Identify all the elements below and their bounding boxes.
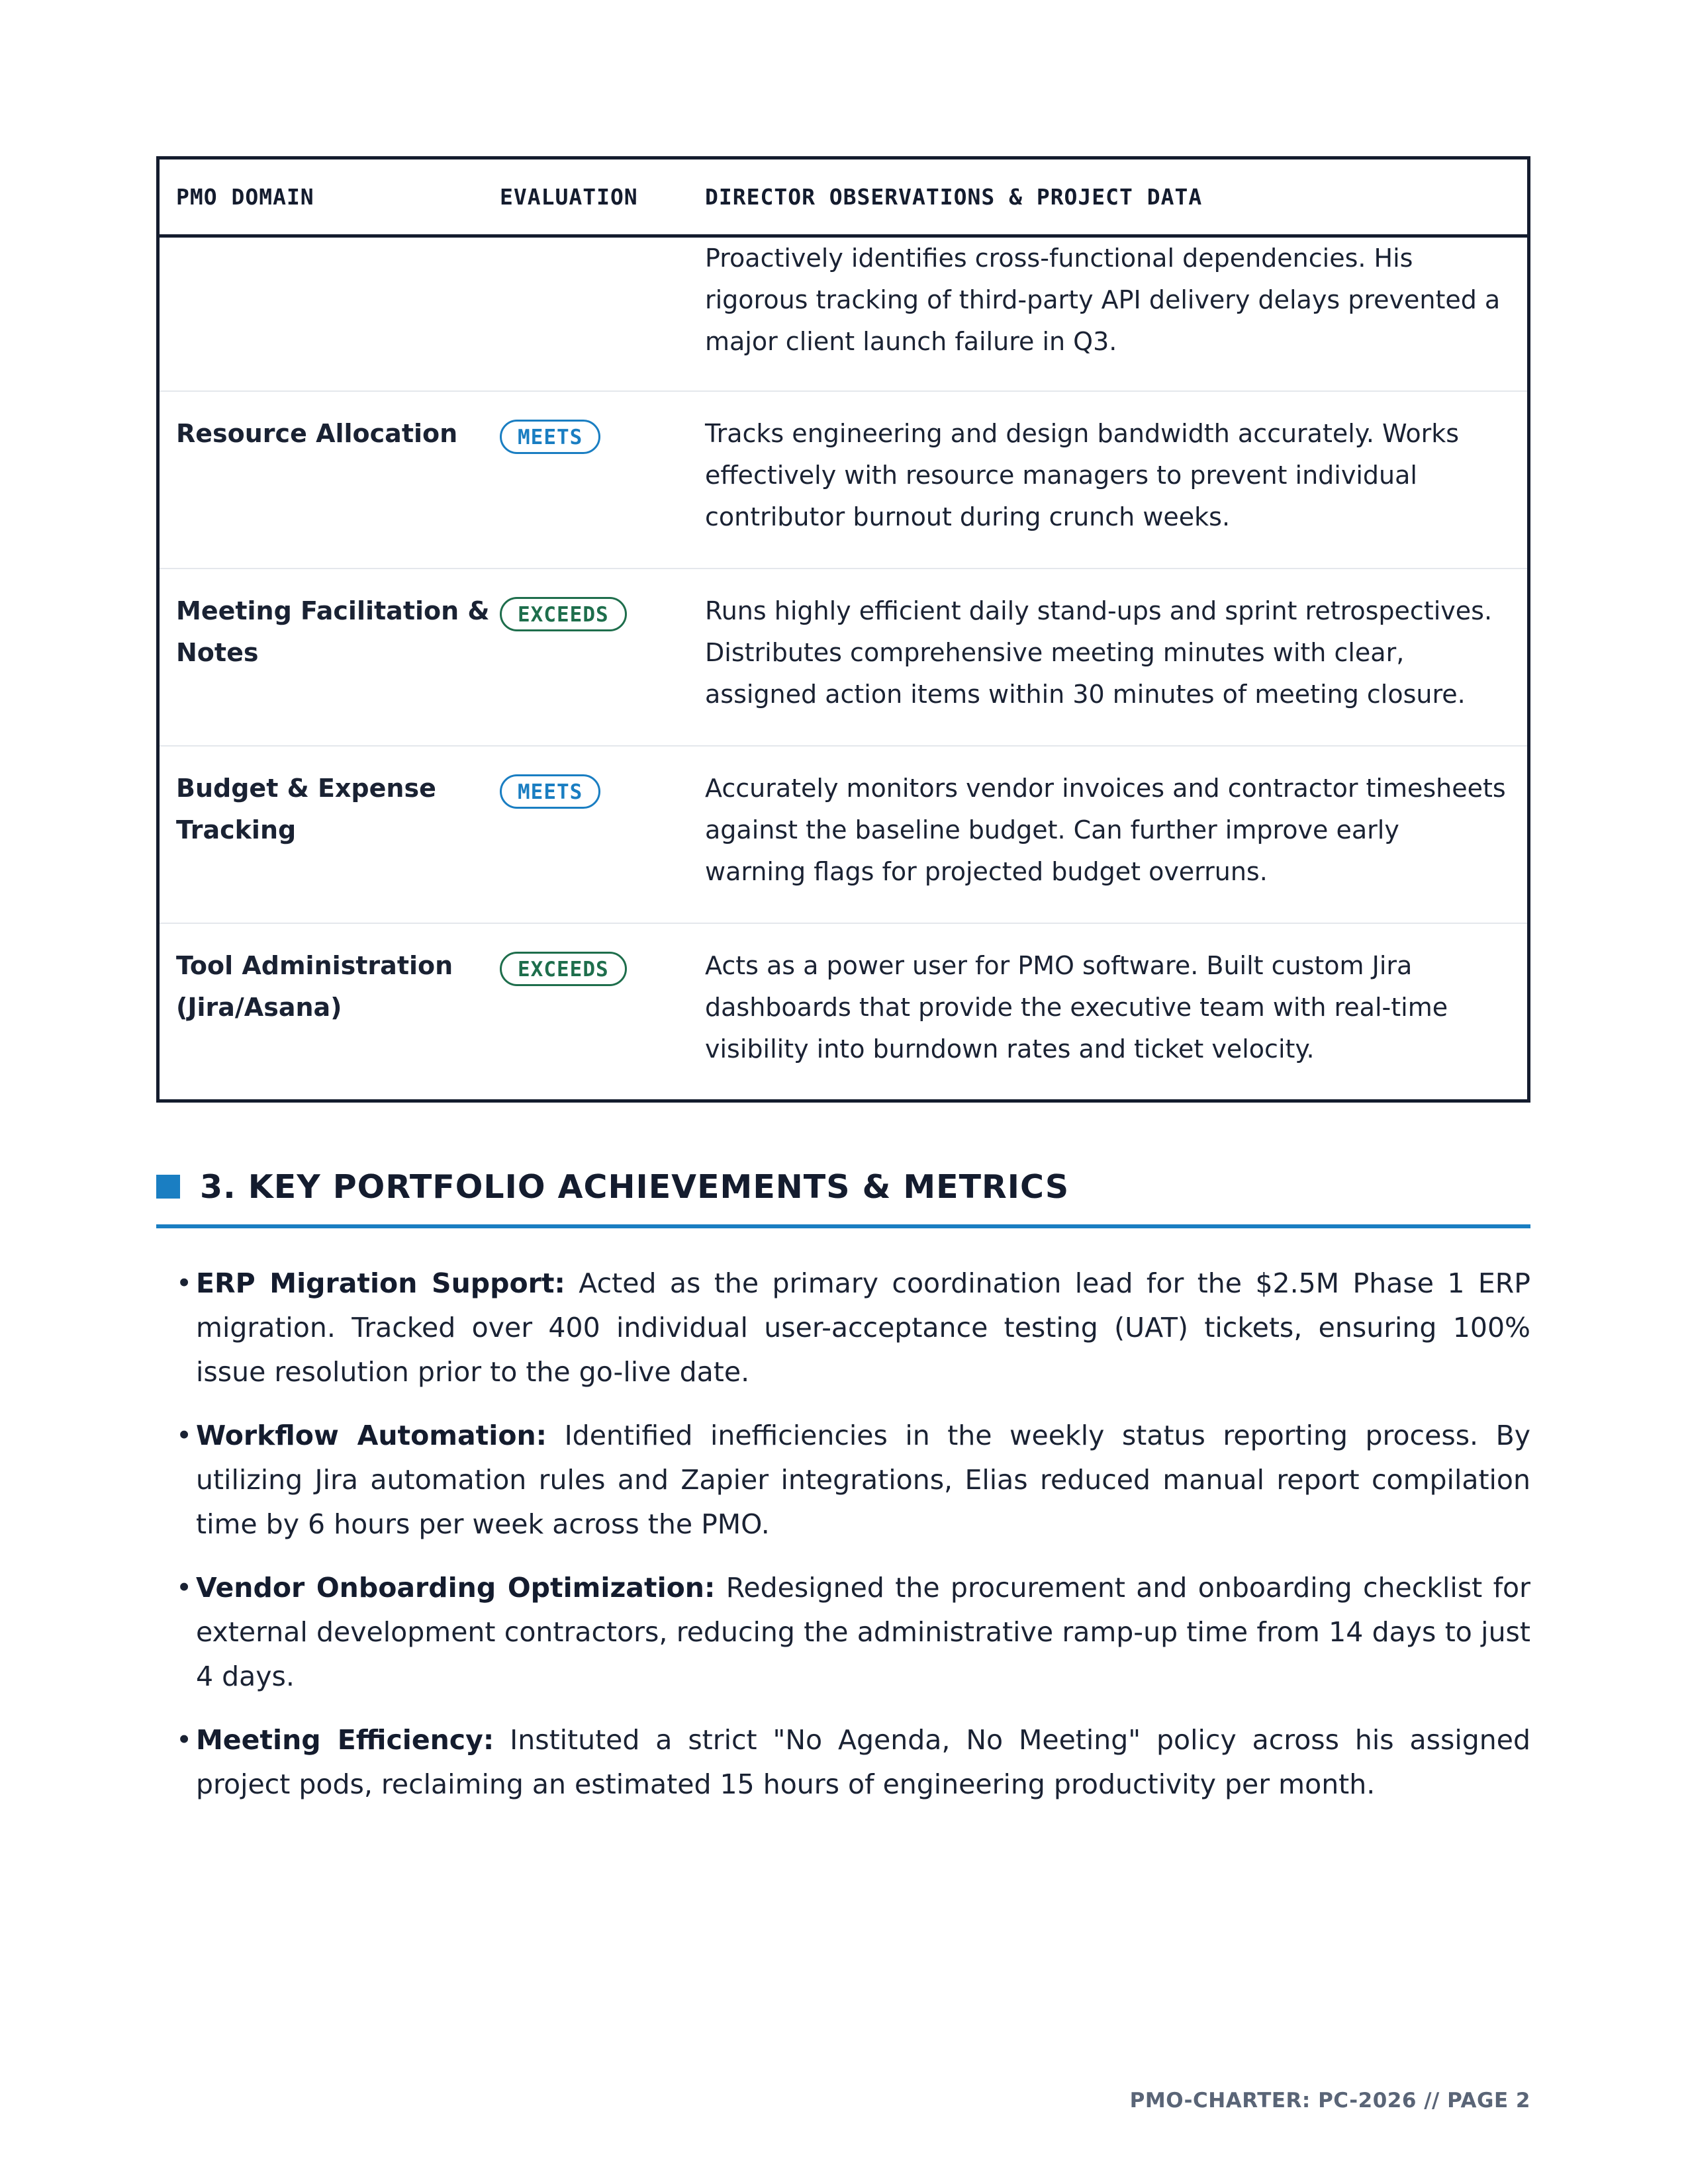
header-observations: DIRECTOR OBSERVATIONS & PROJECT DATA (705, 184, 1203, 210)
observation-text: Runs highly efficient daily stand-ups and sprint retrospectives. Distributes comprehensive meeting minutes with clear, assigned action items within 30 minutes of meeting closure. (705, 596, 1493, 709)
achievement-lead: Meeting Efficiency: (196, 1724, 494, 1756)
evaluation-badge: MEETS (500, 420, 600, 454)
list-item (156, 1718, 1530, 1807)
observation-text: Tracks engineering and design bandwidth accurately. Works effectively with resource managers to prevent individual contributor burnout during crunch weeks. (705, 419, 1460, 531)
domain-label: Meeting Facilitation & Notes (176, 596, 490, 667)
square-bullet-icon (156, 1175, 180, 1199)
achievement-lead: Vendor Onboarding Optimization: (196, 1572, 716, 1604)
bullet-icon: • (176, 1724, 193, 1756)
evaluation-badge: EXCEEDS (500, 597, 627, 631)
observation-text: Acts as a power user for PMO software. Built custom Jira dashboards that provide the executive team with real-time visibility into burndown rates and ticket velocity. (705, 951, 1448, 1064)
section-title: 3. KEY PORTFOLIO ACHIEVEMENTS & METRICS (200, 1167, 1070, 1206)
domain-label: Tool Administration (Jira/Asana) (176, 951, 453, 1022)
evaluation-table (156, 156, 1530, 1103)
bullet-icon: • (176, 1420, 193, 1451)
table-row (160, 392, 1527, 569)
bullet-icon: • (176, 1267, 193, 1299)
table-row (160, 747, 1527, 924)
achievement-text: Identified inefficiencies in the weekly status reporting process. By utilizing Jira automation rules and Zapier integrations, Elias reduced manual report compilation time by 6 hours per week across the PMO. (196, 1420, 1530, 1540)
evaluation-badge: EXCEEDS (500, 952, 627, 986)
list-item (156, 1414, 1530, 1547)
header-pmo-domain: PMO DOMAIN (176, 184, 314, 210)
achievements-list (156, 1261, 1530, 1826)
table-row (160, 924, 1527, 1099)
page-footer: PMO-CHARTER: PC-2026 // PAGE 2 (1129, 2089, 1530, 2113)
table-row (160, 569, 1527, 747)
bullet-icon: • (176, 1572, 193, 1604)
table-header (160, 159, 1527, 238)
page-content (156, 156, 1530, 1103)
observation-text: Accurately monitors vendor invoices and contractor timesheets against the baseline budget. Can further improve early warning flags for projected budget overruns. (705, 774, 1506, 886)
domain-label: Resource Allocation (176, 419, 458, 448)
section-heading (156, 1165, 1530, 1228)
achievement-text: Acted as the primary coordination lead for the $2.5M Phase 1 ERP migration. Tracked over 400 individual user-acceptance testing (UAT) tickets, ensuring 100% issue resolution prior to the go-live date. (196, 1267, 1530, 1388)
table-row-continuation (160, 238, 1527, 392)
achievement-lead: ERP Migration Support: (196, 1267, 565, 1299)
achievement-text: Redesigned the procurement and onboarding checklist for external development contractors, reducing the administrative ramp-up time from 14 days to just 4 days. (196, 1572, 1531, 1692)
evaluation-badge: MEETS (500, 774, 600, 809)
achievement-lead: Workflow Automation: (196, 1420, 547, 1451)
header-evaluation: EVALUATION (500, 184, 638, 210)
list-item (156, 1261, 1530, 1394)
list-item (156, 1566, 1530, 1699)
domain-label: Budget & Expense Tracking (176, 774, 436, 844)
observation-text: Proactively identifies cross-functional dependencies. His rigorous tracking of third-party API delivery delays prevented a major client launch failure in Q3. (705, 244, 1501, 356)
achievement-text: Instituted a strict "No Agenda, No Meeting" policy across his assigned project pods, reclaiming an estimated 15 hours of engineering productivity per month. (196, 1724, 1531, 1800)
